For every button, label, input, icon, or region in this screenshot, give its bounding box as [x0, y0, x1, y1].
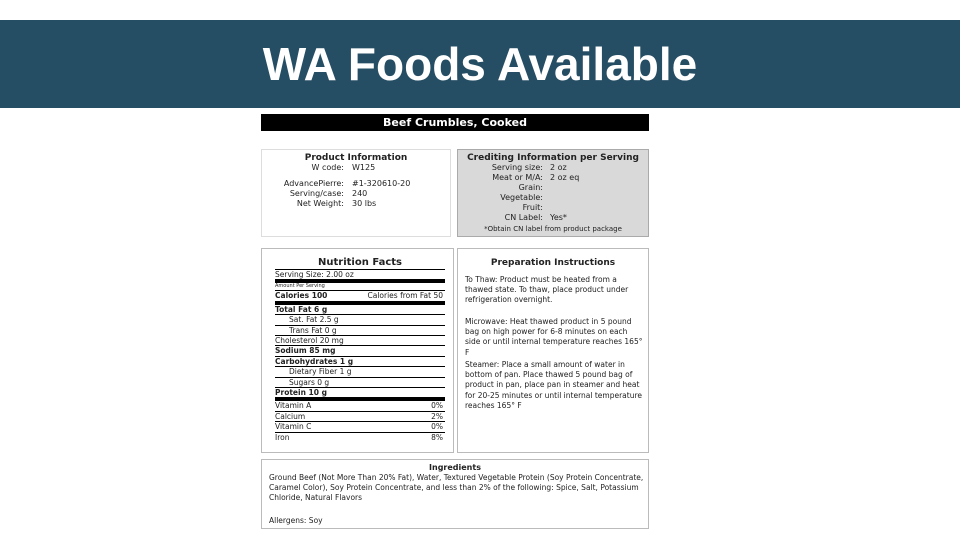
vitamin-row: [275, 401, 445, 411]
amount-per-serving: Amount Per Serving: [275, 283, 445, 291]
serving-size: Serving Size: 2.00 oz: [275, 270, 445, 283]
product-info-label: AdvancePierre:: [283, 179, 344, 188]
product-info-label: Serving/case:: [289, 189, 344, 198]
sugars: Sugars 0 g: [275, 378, 445, 388]
allergens-text: Allergens: Soy: [269, 516, 323, 525]
product-info-title: Product Information: [304, 153, 408, 163]
dietary-fiber: Dietary Fiber 1 g: [275, 367, 445, 377]
product-info-value: #1-320610-20: [352, 179, 411, 188]
cn-label-note: *Obtain CN label from product package: [484, 225, 622, 233]
crediting-row: [458, 203, 648, 213]
crediting-row: [458, 163, 648, 173]
vitamin-row: [275, 433, 445, 442]
trans-fat: Trans Fat 0 g: [275, 326, 445, 336]
nutrition-title: Nutrition Facts: [275, 257, 445, 270]
vitamin-row: [275, 412, 445, 422]
product-info-label: Net Weight:: [296, 199, 344, 208]
vitamin-name: Calcium: [275, 411, 306, 421]
cholesterol: Cholesterol 20 mg: [275, 336, 445, 346]
vitamin-name: Iron: [275, 432, 290, 442]
calories: Calories 100: [275, 291, 328, 301]
nutrition-facts-box: [261, 248, 454, 453]
sodium: Sodium 85 mg: [275, 346, 445, 356]
product-info-row: [262, 163, 450, 173]
preparation-title: Preparation Instructions: [490, 258, 616, 268]
crediting-label: Fruit:: [522, 203, 543, 212]
product-info-label: W code:: [311, 163, 344, 172]
product-info-row: [262, 199, 450, 209]
page-title: WA Foods Available: [262, 38, 698, 90]
crediting-label: Grain:: [518, 183, 543, 192]
preparation-instructions-box: [457, 248, 649, 453]
product-info-row: [262, 179, 450, 189]
crediting-label: Serving size:: [491, 163, 543, 172]
ingredients-box: [261, 459, 649, 529]
calories-from-fat: Calories from Fat 50: [367, 291, 443, 301]
ingredients-text: Ground Beef (Not More Than 20% Fat), Water, Textured Vegetable Protein (Soy Protein Concentrate, Caramel Color), Soy Protein Concentrate, and less than 2% of the following: Spice, Salt, Potassium Chloride, Natural Flavors: [269, 473, 644, 503]
thaw-instructions: To Thaw: Product must be heated from a thawed state. To thaw, place product under refrigeration overnight.: [465, 275, 629, 305]
vitamin-value: 2%: [431, 411, 443, 421]
total-fat: Total Fat 6 g: [275, 305, 445, 315]
crediting-row: [458, 213, 648, 223]
crediting-row: [458, 193, 648, 203]
sat-fat: Sat. Fat 2.5 g: [275, 315, 445, 325]
vitamin-name: Vitamin C: [275, 422, 312, 432]
crediting-value: Yes*: [550, 213, 567, 222]
vitamin-row: [275, 422, 445, 432]
product-info-value: W125: [352, 163, 376, 172]
vitamin-value: 8%: [431, 432, 443, 442]
nutrition-facts-label: [275, 257, 445, 442]
crediting-label: Meat or M/A:: [492, 173, 543, 182]
product-info-row: [262, 189, 450, 199]
product-name-bar: Beef Crumbles, Cooked: [261, 114, 649, 131]
protein: Protein 10 g: [275, 388, 445, 401]
microwave-instructions: Microwave: Heat thawed product in 5 pound bag on high power for 6-8 minutes on each side or until internal temperature reaches 165° F: [465, 317, 643, 357]
product-info-value: 240: [352, 189, 368, 198]
crediting-value: 2 oz: [550, 163, 567, 172]
steamer-instructions: Steamer: Place a small amount of water in bottom of pan. Place thawed 5 pound bag of product in pan, place pan in steamer and heat for 20-25 minutes or until internal temperature reaches 165° F: [465, 360, 642, 410]
product-information-box: [261, 149, 451, 237]
crediting-row: [458, 173, 648, 183]
carbohydrates: Carbohydrates 1 g: [275, 357, 445, 367]
crediting-info-title: Crediting Information per Serving: [467, 153, 639, 163]
crediting-label: Vegetable:: [500, 193, 543, 202]
vitamin-name: Vitamin A: [275, 401, 312, 411]
product-info-value: 30 lbs: [352, 199, 377, 208]
vitamin-value: 0%: [431, 401, 443, 411]
vitamin-value: 0%: [431, 422, 443, 432]
crediting-information-box: [457, 149, 649, 237]
crediting-label: CN Label:: [504, 213, 543, 222]
ingredients-title: Ingredients: [429, 463, 481, 472]
crediting-row: [458, 183, 648, 193]
crediting-value: 2 oz eq: [550, 173, 580, 182]
calories-row: [275, 291, 445, 304]
